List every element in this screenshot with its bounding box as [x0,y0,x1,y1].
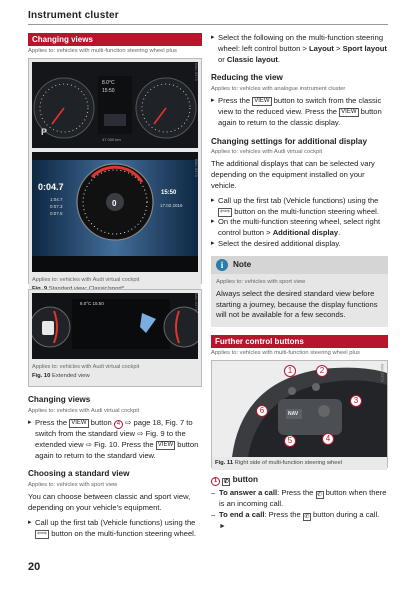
fig10-code: BAV-0375 [194,293,199,311]
heading-changing-views: Changing views [28,395,91,405]
view-key: VIEW [341,108,357,115]
top-temp: 8.0°C [102,80,115,87]
bottom-date: 17.02.2016 [160,203,183,209]
page-number: 20 [28,561,41,573]
phone-icon: ✆ [223,479,229,486]
extended-cockpit-graphic [32,293,198,359]
lap-3: 0:07.5 [50,211,63,217]
instruction-step [28,518,202,540]
callout-1: 1 [284,365,296,377]
callout-4: 4 [322,433,334,445]
definition-list [211,488,388,532]
analogue-cluster-image [32,62,198,148]
item-text: button during a call. [312,510,380,520]
bottom-time: 15:50 [161,190,177,197]
running-header: Instrument cluster [28,10,119,21]
callout-number: 4 [114,420,123,429]
instruction-list [28,518,202,540]
heading-text: button [232,475,259,485]
fig10-applies: Applies to: vehicles with Audi virtual cockpit [29,362,201,372]
continue-arrow-icon: ► [219,523,226,531]
top-odo: 47 000 km [102,137,121,143]
heading-changing-settings: Changing settings for additional display [211,136,368,146]
instruction-list [28,418,202,461]
fig11-code: BAV-0376 [380,364,385,383]
heading-button-1 [211,474,388,486]
phone-icon: ✆ [317,492,323,499]
step-text: Select the following on the multi-function steering wheel: left control button > [218,33,384,53]
instruction-list [211,33,388,65]
step-text: button [90,418,112,428]
extended-readout: 8.0°C 15:50 [80,301,104,307]
applies-note: Applies to: vehicles with sport view [216,278,306,285]
top-time: 15:50 [102,88,115,95]
section-bar-changing-views: Changing views [28,33,202,46]
step-text: ⇨ page 18, Fig. 7 to switch from the standard view ⇨ Fig. 9 to the extended view ⇨ Fig. 10. Press the [35,418,193,449]
step-text: button to switch from the classic view to the reduced view. Press the [218,96,382,116]
virtual-cockpit-image [32,152,198,272]
step-text: Call up the first tab (Vehicle functions) using the [35,517,196,527]
figure-11 [211,360,388,468]
right-column [211,33,388,532]
view-key: VIEW [71,420,87,427]
definition-item [211,488,388,510]
figure-10 [28,289,202,387]
callout-2: 2 [316,365,328,377]
menu-layout: Layout [309,43,334,53]
applies-note: Applies to: vehicles with multi-function steering wheel plus [28,48,177,54]
step-text: On the multi-function steering wheel, select right control button > [218,217,381,238]
callout-3: 3 [350,395,362,407]
steering-wheel-graphic [212,361,387,457]
callout-number: 1 [211,477,220,486]
fig11-label: Fig. 11 [215,460,234,467]
header-rule [28,24,388,25]
phone-icon: ✆ [304,514,310,521]
heading-choosing-standard-view: Choosing a standard view [28,469,130,479]
section-bar-further-controls: Further control buttons [211,335,388,348]
classic-cockpit-graphic [32,62,198,148]
view-key: VIEW [254,98,270,105]
step-text: button on the multi-function steering wheel. [234,206,379,216]
menu-separator: > [336,43,341,53]
applies-note: Applies to: vehicles with sport view [28,482,118,489]
fig11-caption [212,457,387,469]
step-text: Call up the first tab (Vehicle functions) using the [218,195,379,205]
instruction-step [211,196,388,218]
definition-item [211,510,388,532]
body-paragraph: The additional displays that can be selected vary depending on the equipment installed on your vehicle. [211,159,375,190]
item-text: button when there is an incoming call. [219,488,387,509]
menu-sport-layout: Sport layout [342,43,387,53]
step-text: Press the [218,96,251,106]
applies-note: Applies to: vehicles with Audi virtual cockpit [211,149,323,156]
instruction-step: ▸ On the multi-function steering wheel, select right control button > Additional display. [211,217,388,239]
menu-additional-display: Additional display [272,228,339,238]
fig9-applies: Applies to: vehicles with Audi virtual cockpit [29,275,201,285]
fig10-caption [29,372,201,382]
body-paragraph: You can choose between classic and sport view, depending on your vehicle's equipment. [28,492,191,513]
figure-9 [28,58,202,284]
instruction-step [211,96,388,128]
fig9-code-bottom: BAV-0374 [194,159,199,177]
tab-switch-key: ⇦⇨ [37,530,48,537]
note-body [211,274,388,328]
instruction-step: ▸ Select the following on the multi-function steering wheel: left control button > Layout > Sport layout or Classic layout. [211,33,388,65]
callout-6: 6 [256,405,268,417]
instruction-step [28,418,202,461]
instruction-step: ▸ Select the desired additional display. [211,239,388,250]
lap-2: 0:07.3 [50,204,63,210]
instruction-list [211,96,388,128]
applies-note: Applies to: vehicles with Audi virtual cockpit [28,407,140,414]
view-key: VIEW [157,441,174,448]
item-text: : Press the [277,488,314,498]
step-text: button again to return to the standard view. [35,439,199,460]
note-box [211,256,388,328]
step-text: button on the multi-function steering wheel. [51,528,196,538]
term: To end a call [219,510,265,520]
item-text: : Press the [264,510,301,520]
step-text: Press the [35,418,68,428]
bottom-speed: 0 [112,199,117,209]
gear-p-label: P [41,127,48,138]
fig10-label: Fig. 10 [32,373,51,380]
info-icon: i [216,259,228,271]
left-column [28,33,202,539]
note-text: Always select the desired standard view before starting a journey, because the display functions will not be available for a few seconds. [216,288,378,320]
tab-switch-key: ⇦⇨ [220,208,231,215]
lap-1: 1:04.7 [50,197,63,203]
applies-note: Applies to: vehicles with multi-function steering wheel plus [211,350,360,357]
heading-reducing-view: Reducing the view [211,73,283,83]
note-header [211,256,388,274]
fig11-caption-text: Right side of multi-function steering wheel [234,460,342,467]
callout-5: 5 [284,435,296,447]
term: To answer a call [219,488,278,498]
bottom-big-readout: 0:04.7 [38,182,64,193]
step-text: button again to return to the classic display. [218,106,382,127]
instruction-list [211,196,388,250]
note-title: Note [233,259,252,269]
fig9-code-top: BAV-0373 [194,63,199,81]
menu-classic-layout: Classic layout [226,54,278,64]
extended-view-image [32,293,198,359]
applies-note: Applies to: vehicles with analogue instrument cluster [211,85,346,92]
nav-button-label: NAV [288,411,299,418]
step-text: or [218,54,225,64]
fig10-caption-text: Extended view [52,373,90,380]
